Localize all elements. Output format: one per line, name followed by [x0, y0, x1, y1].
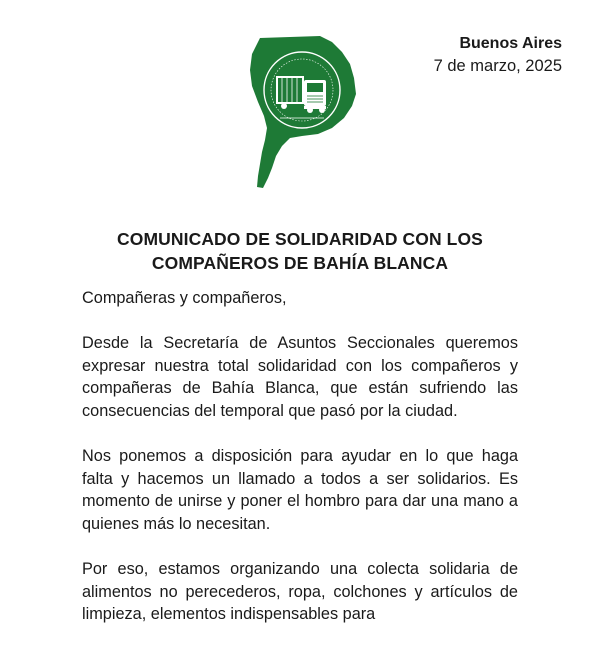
date-label: 7 de marzo, 2025	[433, 57, 562, 75]
paragraph-1: Desde la Secretaría de Asuntos Seccionales queremos expresar nuestra total solidaridad con los compañeros y compañeras de Bahía Blanca, que están sufriendo las consecuencias del temporal que pasó por la ciudad.	[82, 334, 518, 420]
title-line-2: COMPAÑEROS DE BAHÍA BLANCA	[151, 253, 449, 273]
city-label: Buenos Aires	[459, 35, 562, 52]
salutation: Compañeras y compañeros,	[82, 289, 287, 307]
title-line-1: COMUNICADO DE SOLIDARIDAD CON LOS	[117, 229, 483, 249]
paragraph-3: Por eso, estamos organizando una colecta solidaria de alimentos no perecederos, ropa, colchones y artículos de limpieza, elementos indispensables para	[82, 560, 518, 624]
letter-header	[434, 33, 562, 77]
document-title	[40, 227, 560, 275]
paragraph-2: Nos ponemos a disposición para ayudar en lo que haga falta y hacemos un llamado a todos a ser solidarios. Es momento de unirse y poner el hombro para dar una mano a quienes más lo necesitan.	[82, 447, 518, 533]
letter-body	[82, 287, 518, 649]
province-shape	[250, 36, 356, 188]
union-logo-icon	[246, 32, 362, 192]
